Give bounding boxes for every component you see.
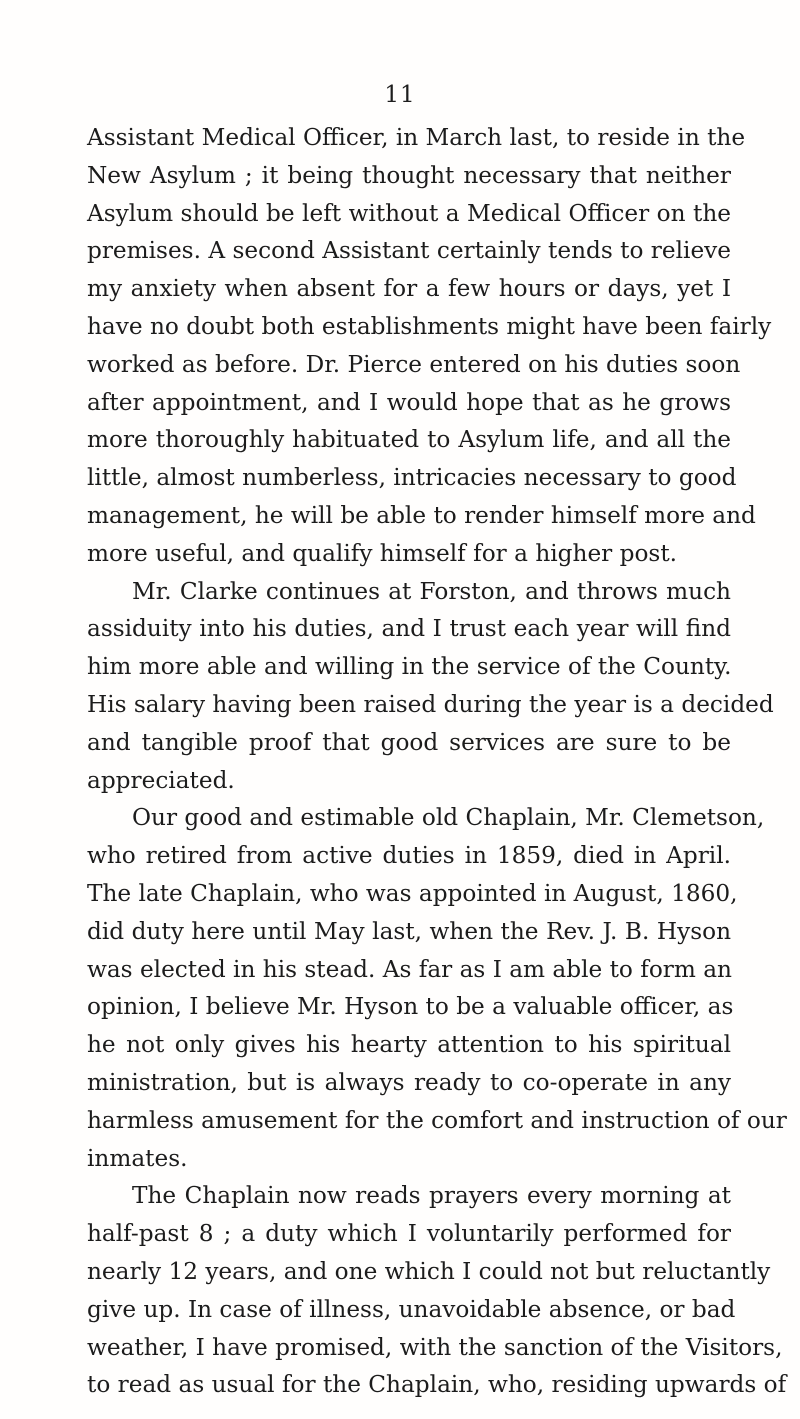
text-line: Assistant Medical Officer, in March last, to reside in the — [87, 124, 746, 151]
text-line: ministration, but is always ready to co-operate in any — [87, 1068, 731, 1096]
text-line: premises. A second Assistant certainly tends to relieve — [87, 237, 731, 265]
text-line: more thoroughly habituated to Asylum life, and all the — [87, 426, 731, 454]
page-number: 11 — [384, 82, 416, 108]
text-line: he not only gives his hearty attention to his spiritual — [87, 1031, 731, 1059]
text-line: little, almost numberless, intricacies necessary to good — [87, 464, 737, 492]
text-line: and tangible proof that good services are sure to be — [87, 728, 731, 756]
text-line: New Asylum ; it being thought necessary that neither — [87, 161, 731, 189]
text-line: inmates. — [87, 1144, 188, 1172]
text-line: management, he will be able to render himself more and — [87, 501, 756, 529]
text-line: give up. In case of illness, unavoidable absence, or bad — [87, 1295, 736, 1323]
text-line: His salary having been raised during the year is a decided — [87, 690, 774, 718]
text-line: Our good and estimable old Chaplain, Mr. Clemetson, — [132, 804, 765, 832]
text-line: did duty here until May last, when the Rev. J. B. Hyson — [87, 917, 731, 945]
text-line: who retired from active duties in 1859, died in April. — [87, 842, 731, 870]
text-line: more useful, and qualify himself for a higher post. — [87, 539, 678, 567]
text-line: The Chaplain now reads prayers every morning at — [132, 1182, 731, 1210]
body-text — [87, 119, 787, 1404]
text-line: half-past 8 ; a duty which I voluntarily performed for — [87, 1220, 731, 1248]
text-line: my anxiety when absent for a few hours or days, yet I — [87, 275, 731, 303]
text-line: The late Chaplain, who was appointed in August, 1860, — [87, 879, 738, 907]
text-line: was elected in his stead. As far as I am able to form an — [87, 955, 732, 983]
text-line: him more able and willing in the service of the County. — [87, 653, 732, 681]
text-line: appreciated. — [87, 766, 235, 794]
text-line: harmless amusement for the comfort and instruction of our — [87, 1106, 787, 1134]
text-line: Asylum should be left without a Medical Officer on the — [87, 199, 731, 227]
text-line: assiduity into his duties, and I trust each year will find — [87, 615, 731, 643]
text-line: weather, I have promised, with the sanction of the Visitors, — [87, 1333, 783, 1361]
text-line: to read as usual for the Chaplain, who, residing upwards of — [87, 1371, 787, 1399]
text-line: Mr. Clarke continues at Forston, and throws much — [132, 577, 731, 605]
text-line: after appointment, and I would hope that as he grows — [87, 388, 731, 416]
text-line: nearly 12 years, and one which I could not but reluctantly — [87, 1257, 771, 1285]
text-line: worked as before. Dr. Pierce entered on his duties soon — [87, 350, 741, 378]
text-line: have no doubt both establishments might have been fairly — [87, 312, 772, 340]
text-line: opinion, I believe Mr. Hyson to be a valuable officer, as — [87, 993, 734, 1021]
